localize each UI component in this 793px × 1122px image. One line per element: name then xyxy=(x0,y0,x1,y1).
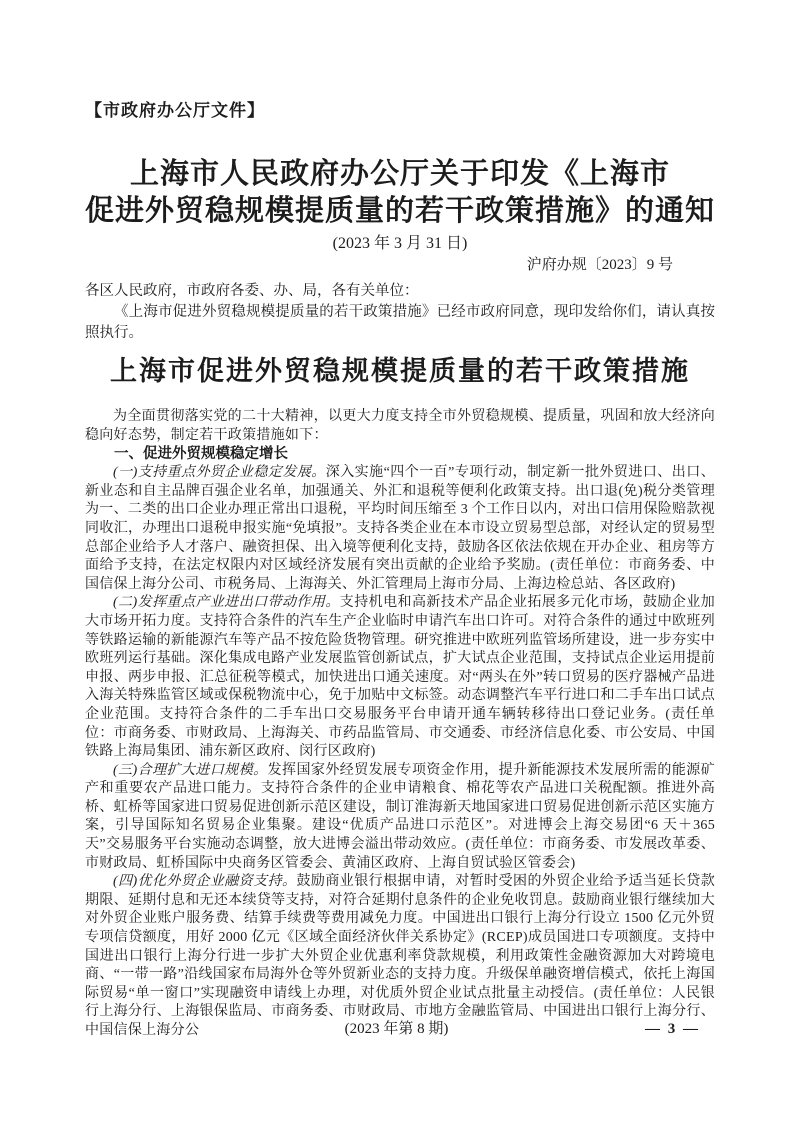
notice-title xyxy=(85,156,715,230)
header-tag: 【市政府办公厅文件】 xyxy=(85,101,265,120)
policy-intro: 为全面贯彻落实党的二十大精神，以更大力度支持全市外贸稳规模、提质量，巩固和放大经济向稳向好态势，制定若干政策措施如下： xyxy=(85,409,715,443)
paragraph-1-text: 深入实施“四个一百”专项行动，制定新一批外贸进口、出口、新业态和自主品牌百强企业名单，加强通关、外汇和退税等便利化政策支持。出口退(免)税分类管理为一、二类的出口企业办理正常出口退税，平均时间压缩至 3 个工作日以内，对出口信用保险赔款视同收汇，办理出口退税申报实施“免填报”。支持各类企业在本市设立贸易型总部，对经认定的贸易型总部企业给予人才落户、融资担保、出入境等便利化支持，鼓励各区依法依规在开办企业、租房等方面给予支持，在法定权限内对区域经济发展有突出贡献的企业给予奖励。(责任单位：市商务委、中国信保上海分公司、市税务局、上海海关、外汇管理局上海市分局、上海边检总站、各区政府) xyxy=(85,465,715,592)
page-number: — 3 — xyxy=(645,1021,700,1037)
paragraph-3-lead: (三)合理扩大进口规模。 xyxy=(113,762,268,778)
paragraph-4-text: 鼓励商业银行根据申请，对暂时受困的外贸企业给予适当延长贷款期限、延期付息和无还本续贷等支持，对符合延期付息条件的企业免收罚息。鼓励商业银行继续加大对外贸企业账户服务费、结算手续费等费用减免力度。中国进出口银行上海分行设立 1500 亿元外贸专项信贷额度，用好 2000 亿元《区域全面经济伙伴关系协定》(RCEP)成员国进口专项额度。支持中国进出口银行上海分行进一步扩大外贸企业优惠利率贷款规模，利用政策性金融资源加大对跨境电商、“一带一路”沿线国家布局海外仓等外贸新业态的支持力度。升级保单融资增信模式，依托上海国际贸易“单一窗口”实现融资申请线上办理，对优质外贸企业试点批量主动授信。(责任单位：人民银行上海分行、上海银保监局、市商务委、市财政局、市地方金融监管局、中国进出口银行上海分行、中国信保上海分公 xyxy=(85,874,715,1038)
paragraph-2-text: 支持机电和高新技术产品企业拓展多元化市场，鼓励企业加大市场开拓力度。支持符合条件的汽车生产企业临时申请汽车出口许可。对符合条件的通过中欧班列等铁路运输的新能源汽车等产品不按危险货物管理。研究推进中欧班列监管场所建设，进一步夯实中欧班列运行基础。深化集成电路产业发展监管创新试点，扩大试点企业范围，支持试点企业运用提前申报、两步申报、汇总征税等模式，加快进出口通关速度。对“两头在外”转口贸易的医疗器械产品进入海关特殊监管区域或保税物流中心，免于加贴中文标签。动态调整汽车平行进口和二手车出口试点企业范围。支持符合条件的二手车出口交易服务平台申请开通车辆转移待出口登记业务。(责任单位：市商务委、市财政局、上海海关、市药品监管局、市交通委、市经济信息化委、市公安局、中国铁路上海局集团、浦东新区政府、闵行区政府) xyxy=(85,595,715,760)
paragraph-3-text: 发挥国家外经贸发展专项资金作用，提升新能源技术发展所需的能源矿产和重要农产品进口能力。支持符合条件的企业申请粮食、棉花等农产品进口关税配额。推进外高桥、虹桥等国家进口贸易促进创新示范区建设，制订淮海新天地国家进口贸易促进创新示范区实施方案，引导国际知名贸易企业集聚。建设“优质产品进口示范区”。对进博会上海交易团“6 天＋365 天”交易服务平台实施动态调整，放大进博会溢出带动效应。(责任单位：市商务委、市发展改革委、市财政局、虹桥国际中央商务区管委会、黄浦区政府、上海自贸试验区管委会) xyxy=(85,762,715,871)
doc-number: 沪府办规〔2023〕9 号 xyxy=(526,257,673,273)
paragraph-4-lead: (四)优化外贸企业融资支持。 xyxy=(113,874,297,890)
policy-paragraph-2 xyxy=(85,594,715,761)
page-footer xyxy=(0,1020,793,1039)
notice-title-line2: 促进外贸稳规模提质量的若干政策措施》的通知 xyxy=(85,195,716,227)
notice-title-line1: 上海市人民政府办公厅关于印发《上海市 xyxy=(129,158,670,190)
section-heading: 一、促进外贸规模稳定增长 xyxy=(114,446,288,463)
policy-paragraph-4 xyxy=(85,873,715,1040)
paragraph-2-lead: (二)发挥重点产业进出口带动作用。 xyxy=(113,595,340,611)
policy-title: 上海市促进外贸稳规模提质量的若干政策措施 xyxy=(110,356,690,386)
footer-issue: (2023 年第 8 期) xyxy=(344,1021,449,1037)
notice-body: 《上海市促进外贸稳规模提质量的若干政策措施》已经市政府同意，现印发给你们，请认真按照执行。 xyxy=(85,304,715,341)
notice-date: (2023 年 3 月 31 日) xyxy=(332,235,468,252)
policy-paragraph-1 xyxy=(85,464,715,594)
policy-paragraph-3 xyxy=(85,762,715,874)
paragraph-1-lead: (一)支持重点外贸企业稳定发展。 xyxy=(113,465,326,481)
salutation: 各区人民政府，市政府各委、办、局，各有关单位： xyxy=(85,283,419,299)
